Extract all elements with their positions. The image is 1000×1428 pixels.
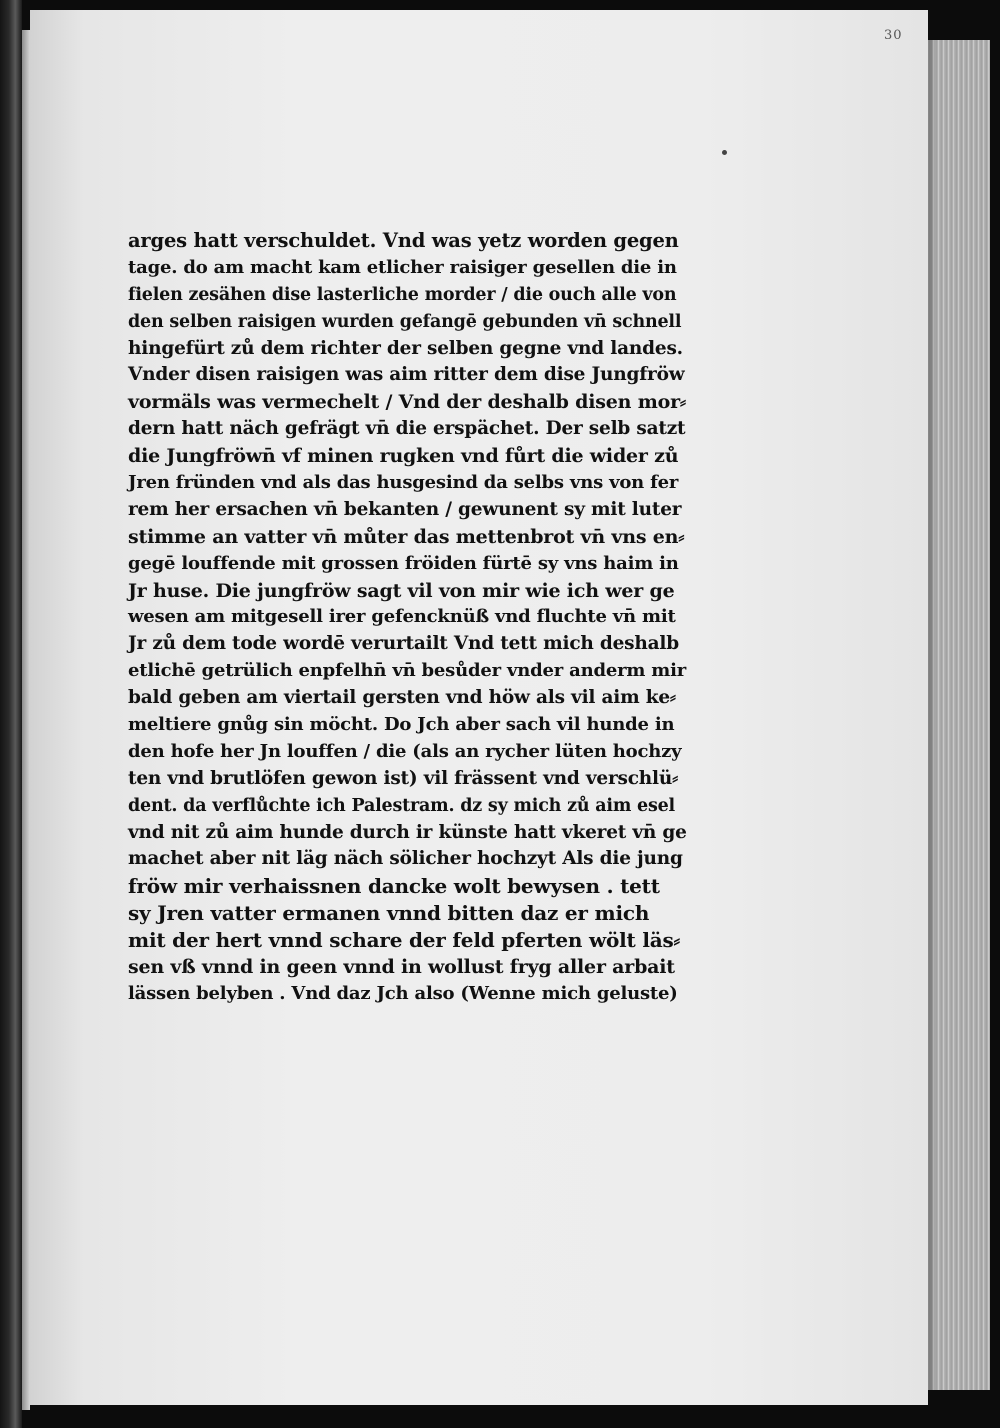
text-line: vnd nit zů aim hunde durch ir künste hatt vkeret vn̄ ge	[128, 821, 687, 843]
ink-speck	[722, 150, 727, 155]
text-line: stimme an vatter vn̄ můter das mettenbrot vn̄ vns en⸗	[128, 525, 685, 548]
text-line: hingefürt zů dem richter der selben gegne vnd landes.	[128, 337, 683, 359]
text-line: rem her ersachen vn̄ bekanten / gewunent sy mit luter	[128, 498, 682, 520]
text-line: ten vnd brutlöfen gewon ist) vil frässent vnd verschlü⸗	[128, 767, 679, 789]
text-line: vormäls was vermechelt / Vnd der deshalb disen mor⸗	[128, 391, 687, 414]
text-line: dent. da verflůchte ich Palestram. dz sy mich zů aim esel	[128, 795, 676, 816]
text-line: dern hatt näch gefrägt vn̄ die erspächet. Der selb satzt	[128, 418, 686, 440]
text-line: Jren fründen vnd als das husgesind da selbs vns von fer	[128, 472, 679, 494]
text-line: sen vß vnnd in geen vnnd in wollust fryg aller arbait	[128, 956, 675, 979]
text-line: wesen am mitgesell irer gefencknüß vnd fluchte vn̄ mit	[128, 606, 676, 628]
text-line: Vnder disen raisigen was aim ritter dem dise Jungfröw	[128, 364, 685, 386]
text-line: fröw mir verhaissnen dancke wolt bewysen . tett	[128, 874, 660, 899]
text-line: mit der hert vnnd schare der feld pferten wölt läs⸗	[128, 928, 681, 953]
text-line: bald geben am viertail gersten vnd höw als vil aim ke⸗	[128, 687, 676, 709]
text-line: meltiere gnůg sin möcht. Do Jch aber sach vil hunde in	[128, 714, 675, 736]
text-line: arges hatt verschuldet. Vnd was yetz worden gegen	[128, 229, 679, 252]
text-line: den hofe her Jn louffen / die (als an rycher lüten hochzy	[128, 740, 682, 762]
book-cover-edge	[0, 0, 22, 1428]
text-line: lässen belyben . Vnd daz Jch also (Wenne mich geluste)	[128, 982, 678, 1004]
text-line: gegē louffende mit grossen fröiden fürtē sy vns haim in	[128, 552, 679, 574]
text-line: Jr huse. Die jungfröw sagt vil von mir wie ich wer ge	[128, 579, 675, 602]
text-block	[128, 228, 688, 1008]
text-line: sy Jren vatter ermanen vnnd bitten daz er mich	[128, 901, 650, 926]
previous-page-edge	[22, 30, 30, 1410]
text-line: den selben raisigen wurden gefangē gebunden vn̄ schnell	[128, 311, 682, 332]
text-line: etlichē getrülich enpfelhn̄ vn̄ besůder vnder anderm mir	[128, 660, 687, 682]
text-line: machet aber nit läg näch sölicher hochzyt Als die jung	[128, 848, 683, 870]
page-fold-shadow	[928, 40, 936, 1390]
text-line: fielen zesähen dise lasterliche morder / die ouch alle von	[128, 284, 677, 305]
page-stack-edge	[928, 40, 990, 1390]
text-line: die Jungfröwn̄ vf minen rugken vnd fůrt die wider zů	[128, 445, 679, 468]
text-line: tage. do am macht kam etlicher raisiger gesellen die in	[128, 256, 677, 278]
folio-number: 30	[884, 28, 903, 43]
text-line: Jr zů dem tode wordē verurtailt Vnd tett mich deshalb	[128, 633, 679, 655]
